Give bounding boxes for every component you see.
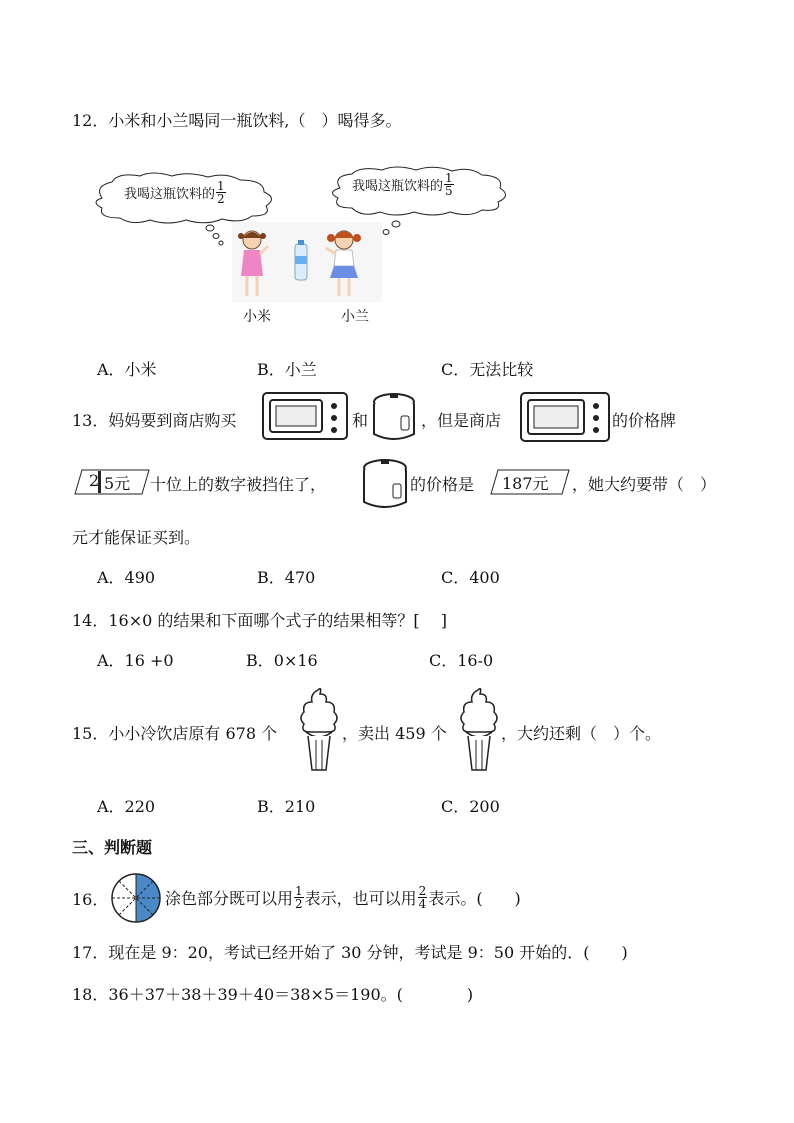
q15-option-a[interactable]: A．220 [97,797,156,816]
q13-option-a[interactable]: A．490 [97,568,156,587]
rice-cooker-icon-2 [361,458,409,512]
fraction-one-half-q16: $\frac{1}{2}$ [295,884,303,911]
q13-option-b[interactable]: B．470 [257,568,316,587]
ice-cream-icon [298,686,340,772]
price-tag1-rest: 5元 [104,474,131,493]
q14-option-c[interactable]: C．16-0 [429,651,494,670]
q13-line2-b: 的价格是 [410,475,475,494]
shaded-circle-icon [110,872,162,924]
q13-line2-c: ，她大约要带（ ） [572,475,717,494]
q18-text: 18．36＋37＋38＋39＋40＝38×5＝190。( ) [72,985,474,1004]
q14-option-a[interactable]: A．16 +0 [97,651,174,670]
q13-line1-a: 13．妈妈要到商店购买 [72,411,237,430]
q15-part-c: ，大约还剩（ ）个。 [501,724,662,743]
q12-stem: 12．小米和小兰喝同一瓶饮料,（ ）喝得多。 [72,111,402,130]
fraction-two-fourths-q16: $\frac{2}{4}$ [418,884,427,911]
price-tag1-digit: 2 [89,471,100,490]
q13-line1-b: 和 [352,411,369,430]
q14-option-b[interactable]: B．0×16 [246,651,318,670]
name-xiaomi: 小米 [243,309,271,325]
name-xiaolan: 小兰 [341,309,369,325]
section-3-title: 三、判断题 [72,838,153,857]
q13-option-c[interactable]: C．400 [441,568,500,587]
rice-cooker-icon [371,392,417,444]
girls-bottle-illustration [232,222,382,302]
q12-option-b[interactable]: B．小兰 [257,360,317,379]
q15-part-b: ，卖出 459 个 [342,724,447,743]
microwave-icon-2 [520,392,610,444]
q16-number: 16． [72,890,109,909]
q12-option-a[interactable]: A．小米 [97,360,157,379]
q13-line3: 元才能保证买到。 [72,528,201,547]
q15-option-b[interactable]: B．210 [257,797,316,816]
microwave-icon [262,392,348,442]
q13-line1-d: 的价格牌 [612,411,677,430]
bubble-right-text: 我喝这瓶饮料的 $\frac{1}{5}$ [352,171,453,198]
q16-text: 涂色部分既可以用 $\frac{1}{2}$ 表示，也可以用 $\frac{2}{4}$ 表示。( ) [165,884,521,911]
fraction-one-fifth: $\frac{1}{5}$ [445,171,453,198]
q12-option-c[interactable]: C．无法比较 [441,360,534,379]
bottle-icon [295,240,307,280]
q15-part-a: 15．小小冷饮店原有 678 个 [72,724,278,743]
ice-cream-icon-2 [458,686,500,772]
q15-option-c[interactable]: C．200 [441,797,500,816]
price-tag2: 187元 [502,474,549,493]
bubble-left-text: 我喝这瓶饮料的 $\frac{1}{2}$ [124,179,225,206]
fraction-one-half: $\frac{1}{2}$ [217,179,225,206]
q14-stem: 14．16×0 的结果和下面哪个式子的结果相等？[ ] [72,611,447,630]
q13-line2-a: 十位上的数字被挡住了， [150,475,327,494]
q13-line1-c: ，但是商店 [421,411,502,430]
q17-text: 17．现在是 9：20，考试已经开始了 30 分钟，考试是 9：50 开始的．( ) [72,943,628,962]
